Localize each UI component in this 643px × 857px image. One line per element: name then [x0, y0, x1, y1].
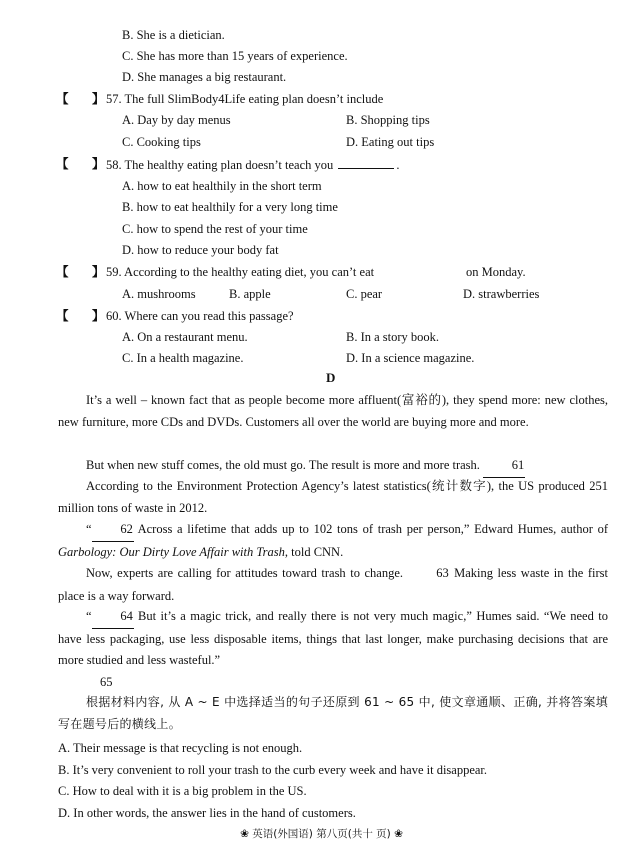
q58-option-a: A. how to eat healthily in the short term: [122, 179, 322, 193]
passage-paragraph-4: “ 62 Across a lifetime that adds up to 102 tons of trash per person,” Edward Humes, author of Garbology: Our Dirty Love Affair with Trash, told CNN.: [58, 519, 608, 563]
blank-63[interactable]: 63: [436, 566, 449, 580]
passage-paragraph-2: But when new stuff comes, the old must go. The result is more and more trash. 61: [58, 455, 608, 478]
q59-option-c: C. pear: [346, 287, 383, 301]
passage-paragraph-3: According to the Environment Protection Agency’s latest statistics(统计数字), the US produced 251 million tons of waste in 2012.: [58, 479, 608, 515]
q57-option-a: A. Day by day menus: [122, 113, 231, 127]
blank-61[interactable]: 61: [483, 455, 525, 478]
q58-answer-bracket-open[interactable]: 【: [56, 157, 69, 171]
q60-option-c: C. In a health magazine.: [122, 351, 244, 365]
q56-option-d: D. She manages a big restaurant.: [122, 70, 287, 84]
q59-option-d: D. strawberries: [463, 287, 540, 301]
q57-option-c: C. Cooking tips: [122, 135, 201, 149]
q60-option-d: D. In a science magazine.: [346, 351, 475, 365]
option-b: B. It’s very convenient to roll your trash to the curb every week and have it disappear.: [58, 763, 488, 777]
q58-blank[interactable]: [338, 156, 394, 169]
q57-option-b: B. Shopping tips: [346, 113, 430, 127]
q56-option-c: C. She has more than 15 years of experience.: [122, 49, 348, 63]
q57-stem: 57. The full SlimBody4Life eating plan doesn’t include: [106, 92, 384, 106]
q59-option-b: B. apple: [229, 287, 271, 301]
q57-answer-bracket-close: 】: [92, 92, 105, 106]
q57-option-d: D. Eating out tips: [346, 135, 435, 149]
q60-option-a: A. On a restaurant menu.: [122, 330, 248, 344]
option-a: A. Their message is that recycling is not enough.: [58, 741, 303, 755]
page-footer: ❀ 英语(外国语) 第八页(共十 页) ❀: [240, 828, 403, 840]
instruction-text: 根据材料内容, 从 A ~ E 中选择适当的句子还原到 61 ~ 65 中, 使文章通顺、正确, 并将答案填写在题号后的横线上。: [58, 695, 608, 731]
blank-64[interactable]: 64: [92, 606, 134, 629]
q58-option-c: C. how to spend the rest of your time: [122, 222, 308, 236]
q60-answer-bracket-close: 】: [92, 309, 105, 323]
q56-option-b: B. She is a dietician.: [122, 28, 225, 42]
blank-62[interactable]: 62: [92, 519, 134, 542]
q59-stem: 59. According to the healthy eating diet, you can’t eat: [106, 265, 375, 279]
q59-answer-bracket-close: 】: [92, 265, 105, 279]
option-d: D. In other words, the answer lies in the hand of customers.: [58, 806, 356, 820]
q60-stem: 60. Where can you read this passage?: [106, 309, 294, 323]
q58-stem: 58. The healthy eating plan doesn’t teach you .: [106, 158, 400, 172]
q60-answer-bracket-open[interactable]: 【: [56, 309, 69, 323]
passage-paragraph-5: Now, experts are calling for attitudes toward trash to change. 63 Making less waste in the first place is a way forward.: [58, 563, 608, 607]
option-c: C. How to deal with it is a big problem in the US.: [58, 784, 307, 798]
q58-option-b: B. how to eat healthily for a very long time: [122, 200, 338, 214]
q60-option-b: B. In a story book.: [346, 330, 440, 344]
section-d-heading: D: [326, 370, 336, 385]
passage-paragraph-1: It’s a well – known fact that as people become more affluent(富裕的), they spend more: new clothes, new furniture, more CDs and DVDs. Customers all over the world are buying more and more.: [58, 393, 608, 429]
passage-paragraph-6: “ 64 But it’s a magic trick, and really there is not very much magic,” Humes said. “We need to have less packaging, use less disposable items, things that last longer, make purchasing decisions that are more studied and less wasteful.”: [58, 606, 608, 672]
q58-answer-bracket-close: 】: [92, 157, 105, 171]
q59-answer-bracket-open[interactable]: 【: [56, 265, 69, 279]
q59-stem-end: on Monday.: [466, 265, 526, 279]
q58-option-d: D. how to reduce your body fat: [122, 243, 279, 257]
blank-65[interactable]: 65: [100, 675, 113, 689]
q59-option-a: A. mushrooms: [122, 287, 196, 301]
q57-answer-bracket-open[interactable]: 【: [56, 92, 69, 106]
book-title: Garbology: Our Dirty Love Affair with Trash: [58, 544, 285, 559]
